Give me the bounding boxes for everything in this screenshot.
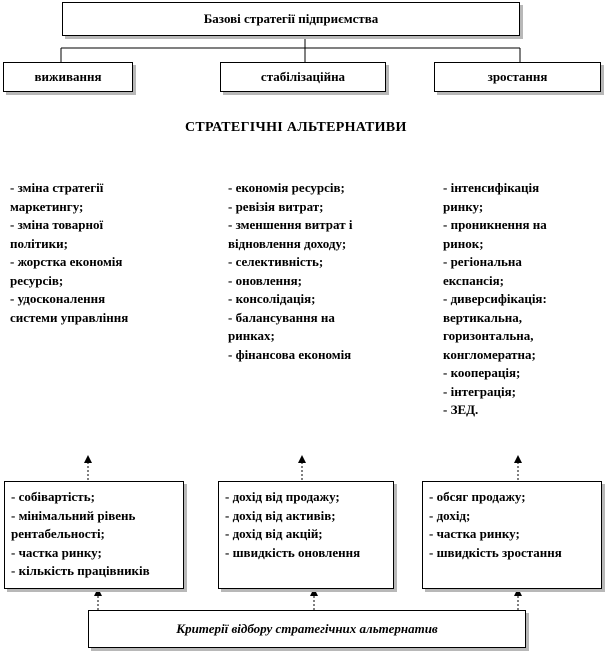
alternative-item: системи управління bbox=[10, 309, 129, 325]
strategy-label: стабілізаційна bbox=[260, 69, 346, 84]
alternative-item: конгломератна; bbox=[443, 346, 536, 362]
criteria-item: - кількість працівників bbox=[11, 563, 150, 578]
alternative-item: відновлення доходу; bbox=[228, 235, 347, 251]
alternative-item: ресурсів; bbox=[10, 272, 64, 288]
alternative-item: - зміна стратегії bbox=[10, 180, 104, 195]
criteria-item: - собівартість; bbox=[11, 489, 95, 504]
criteria-box-stabilization bbox=[218, 481, 394, 589]
alternative-item: експансія; bbox=[443, 272, 504, 288]
alternative-item: - консолідація; bbox=[228, 291, 316, 306]
alternative-item: - жорстка економія bbox=[10, 254, 123, 269]
alternative-item: ринок; bbox=[443, 235, 484, 251]
criteria-box-growth bbox=[422, 481, 602, 589]
alternative-item: - інтенсифікація bbox=[443, 180, 540, 195]
criteria-item: - дохід від активів; bbox=[225, 507, 336, 523]
alternative-item: - селективність; bbox=[228, 254, 324, 269]
alternative-item: ринку; bbox=[443, 198, 484, 214]
alternative-item: - регіональна bbox=[443, 254, 522, 269]
alternative-item: - зміна товарної bbox=[10, 217, 104, 232]
alternative-item: - фінансова економія bbox=[228, 346, 352, 362]
criteria-item: - обсяг продажу; bbox=[429, 489, 526, 504]
alternative-item: горизонтальна, bbox=[443, 328, 534, 343]
criteria-item: - швидкість оновлення bbox=[225, 544, 361, 560]
alternative-item: - зменшення витрат і bbox=[228, 217, 353, 232]
alternative-item: - кооперація; bbox=[443, 365, 521, 380]
alternative-item: політики; bbox=[10, 235, 68, 251]
criteria-item: - частка ринку; bbox=[11, 544, 102, 560]
criteria-item: - мінімальний рівень bbox=[11, 507, 136, 523]
alternatives-column-stabilization bbox=[228, 179, 352, 364]
alternative-item: - балансування на bbox=[228, 309, 335, 325]
strategy-box-survival bbox=[3, 62, 133, 92]
strategy-label: виживання bbox=[34, 69, 102, 84]
alternative-item: - інтеграція; bbox=[443, 383, 516, 399]
alternative-item: вертикальна, bbox=[443, 309, 523, 325]
alternative-item: - економія ресурсів; bbox=[228, 180, 345, 195]
alternatives-column-survival bbox=[10, 179, 128, 327]
arrow-up-icon bbox=[298, 455, 306, 463]
alternative-item: ринках; bbox=[228, 328, 275, 343]
alternative-item: - удосконалення bbox=[10, 291, 106, 306]
alternatives-column-growth bbox=[443, 179, 547, 420]
criteria-item: - частка ринку; bbox=[429, 526, 520, 541]
alternative-item: маркетингу; bbox=[10, 198, 84, 214]
strategy-label: зростання bbox=[487, 69, 548, 84]
criteria-item: - дохід; bbox=[429, 507, 471, 523]
criteria-item: - дохід від продажу; bbox=[225, 489, 340, 504]
footer-label: Критерії відбору стратегічних альтернатив bbox=[176, 621, 438, 636]
criteria-item: - дохід від акцій; bbox=[225, 526, 323, 541]
header-title: Базові стратегії підприємства bbox=[203, 11, 379, 26]
footer-box bbox=[88, 610, 526, 648]
arrow-up-icon bbox=[310, 588, 318, 596]
alternative-item: - оновлення; bbox=[228, 272, 303, 288]
alternative-item: - ревізія витрат; bbox=[228, 198, 324, 214]
header-box bbox=[62, 2, 520, 36]
arrow-up-icon bbox=[514, 455, 522, 463]
strategy-box-growth bbox=[434, 62, 601, 92]
arrow-up-icon bbox=[84, 455, 92, 463]
criteria-box-survival bbox=[4, 481, 184, 589]
alternatives-title: СТРАТЕГІЧНІ АЛЬТЕРНАТИВИ bbox=[185, 120, 407, 135]
criteria-item: - швидкість зростання bbox=[429, 544, 562, 560]
alternative-item: - диверсифікація: bbox=[443, 291, 547, 306]
arrow-up-icon bbox=[514, 588, 522, 596]
arrow-up-icon bbox=[94, 588, 102, 596]
criteria-item: рентабельності; bbox=[11, 526, 105, 541]
alternative-item: - проникнення на bbox=[443, 217, 547, 232]
alternative-item: - ЗЕД. bbox=[443, 402, 479, 417]
strategy-box-stabilization bbox=[220, 62, 386, 92]
